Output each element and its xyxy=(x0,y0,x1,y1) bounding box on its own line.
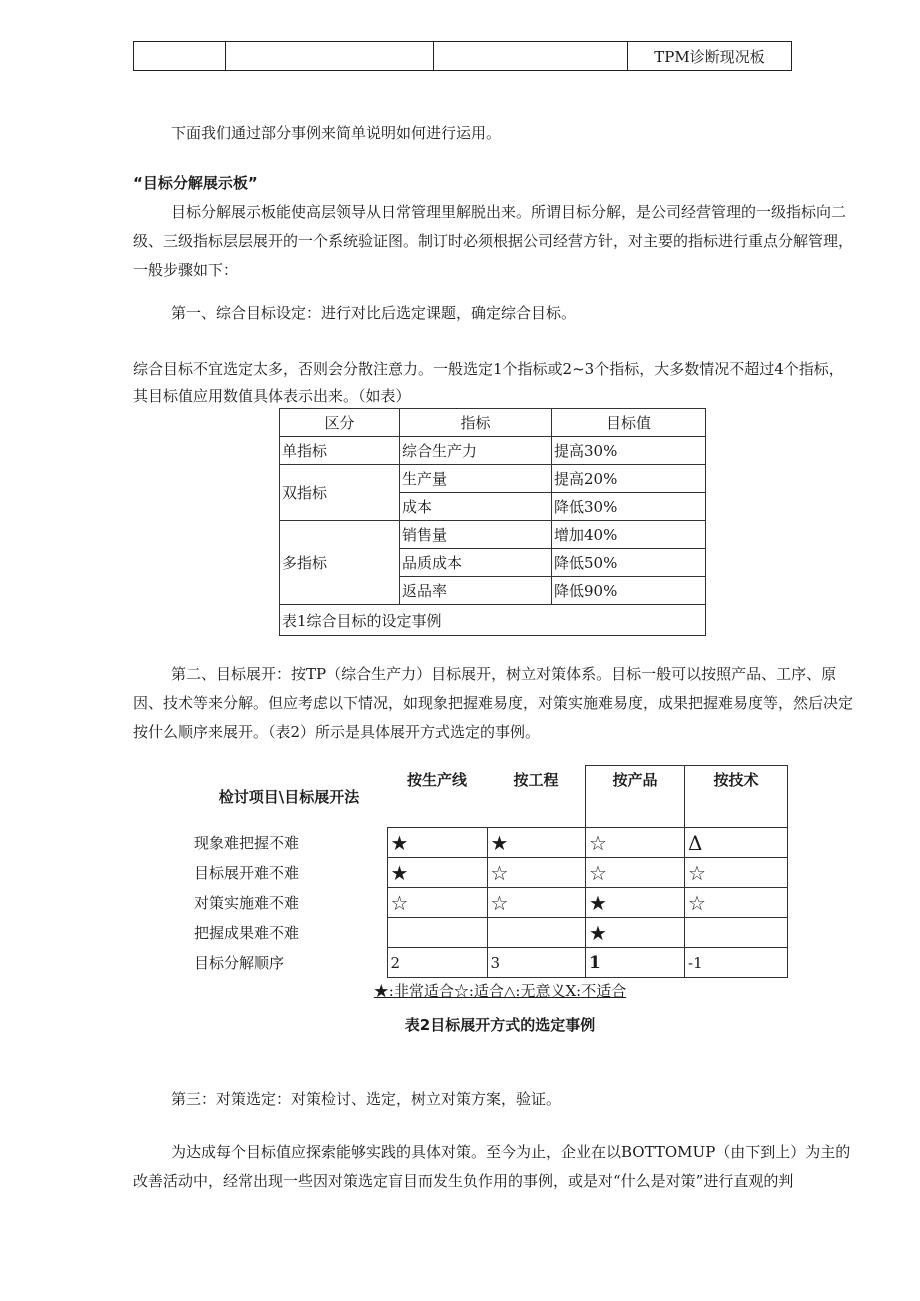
table1-caption: 表1综合目标的设定事例 xyxy=(280,605,706,636)
expansion-method-table xyxy=(190,765,788,978)
table2-column-header: 按技术 xyxy=(685,766,788,828)
step2-paragraph: 第二、目标展开：按TP（综合生产力）目标展开，树立对策体系。目标一般可以按照产品、工序、原因、技术等来分解。但应考虑以下情况，如现象把握难易度，对策实施难易度，成果把握难易度等，然后决定按什么顺序来展开。（表2）所示是具体展开方式选定的事例。 xyxy=(133,665,854,741)
table1-target: 增加40% xyxy=(552,521,706,549)
header-board-table xyxy=(133,41,792,71)
table1-indicator: 生产量 xyxy=(400,465,552,493)
table2-cell: ☆ xyxy=(685,858,788,888)
header-board-label: TPM诊断现况板 xyxy=(628,42,792,71)
table2-caption: 表2目标展开方式的选定事例 xyxy=(404,1016,596,1034)
table2-column-header: 按工程 xyxy=(487,766,586,828)
table2-cell: ☆ xyxy=(586,858,685,888)
table2-cell: ☆ xyxy=(487,858,586,888)
table2-cell: Δ xyxy=(685,828,788,858)
table1-indicator: 成本 xyxy=(400,493,552,521)
table1-target: 提高30% xyxy=(552,437,706,465)
table2-column-header: 按产品 xyxy=(586,766,685,828)
table2-legend: ★:非常适合☆:适合△:无意义X:不适合 xyxy=(373,982,627,1000)
table2-column-header: 按生产线 xyxy=(387,766,487,828)
table1-group: 双指标 xyxy=(280,465,400,521)
table1-group: 单指标 xyxy=(280,437,400,465)
table2-cell xyxy=(387,918,487,948)
table2-cell: ★ xyxy=(487,828,586,858)
step1-heading: 第一、综合目标设定：进行对比后选定课题，确定综合目标。 xyxy=(171,304,577,322)
table2-cell xyxy=(685,918,788,948)
step3-paragraph: 为达成每个目标值应探索能够实践的具体对策。至今为止，企业在以BOTTOMUP（由下到上）为主的改善活动中，经常出现一些因对策选定盲目而发生负作用的事例，或是对“什么是对策”进行直观的判 xyxy=(133,1143,851,1190)
table2-cell: ★ xyxy=(387,828,487,858)
table2-cell: ★ xyxy=(387,858,487,888)
table1-group: 多指标 xyxy=(280,521,400,605)
table2-cell: -1 xyxy=(685,948,788,978)
table2-cell: ★ xyxy=(586,888,685,918)
table2-row-label: 现象难把握不难 xyxy=(194,834,300,852)
table2-cell: ☆ xyxy=(487,888,586,918)
intro-paragraph: 下面我们通过部分事例来简单说明如何进行运用。 xyxy=(171,124,502,142)
table1-target: 降低90% xyxy=(552,577,706,605)
table2-corner: 检讨项目\目标展开法 xyxy=(218,788,360,806)
header-cell-empty xyxy=(134,42,226,71)
step3-heading: 第三：对策选定：对策检讨、选定，树立对策方案，验证。 xyxy=(171,1090,562,1108)
table2-cell: ☆ xyxy=(586,828,685,858)
target-setting-table xyxy=(279,408,706,636)
table2-row-label: 目标展开难不难 xyxy=(194,864,300,882)
board-paragraph: 目标分解展示板能使高层领导从日常管理里解脱出来。所谓目标分解，是公司经营管理的一级指标向二级、三级指标层层展开的一个系统验证图。制订时必须根据公司经营方针，对主要的指标进行重点分解管理，一般步骤如下： xyxy=(133,203,854,279)
table2-cell: 1 xyxy=(586,948,685,978)
table1-target: 降低30% xyxy=(552,493,706,521)
table1-indicator: 品质成本 xyxy=(400,549,552,577)
table1-target: 提高20% xyxy=(552,465,706,493)
table1-header: 区分 xyxy=(280,409,400,437)
table2-row-label: 把握成果难不难 xyxy=(194,924,300,942)
step1-paragraph: 综合目标不宜选定太多，否则会分散注意力。一般选定1个指标或2~3个指标，大多数情况不超过4个指标，其目标值应用数值具体表示出来。（如表） xyxy=(133,360,844,405)
table2-cell: 2 xyxy=(387,948,487,978)
table1-indicator: 返品率 xyxy=(400,577,552,605)
table2-cell xyxy=(487,918,586,948)
table1-header: 指标 xyxy=(400,409,552,437)
section-title: “目标分解展示板” xyxy=(133,174,258,192)
header-cell-empty xyxy=(226,42,434,71)
table2-cell: ☆ xyxy=(685,888,788,918)
table1-indicator: 销售量 xyxy=(400,521,552,549)
table2-cell: ★ xyxy=(586,918,685,948)
table1-target: 降低50% xyxy=(552,549,706,577)
table1-indicator: 综合生产力 xyxy=(400,437,552,465)
table2-cell: ☆ xyxy=(387,888,487,918)
table1-header: 目标值 xyxy=(552,409,706,437)
table2-row-label: 对策实施难不难 xyxy=(194,894,300,912)
header-cell-empty xyxy=(434,42,628,71)
table2-cell: 3 xyxy=(487,948,586,978)
table2-row-label: 目标分解顺序 xyxy=(194,954,285,972)
